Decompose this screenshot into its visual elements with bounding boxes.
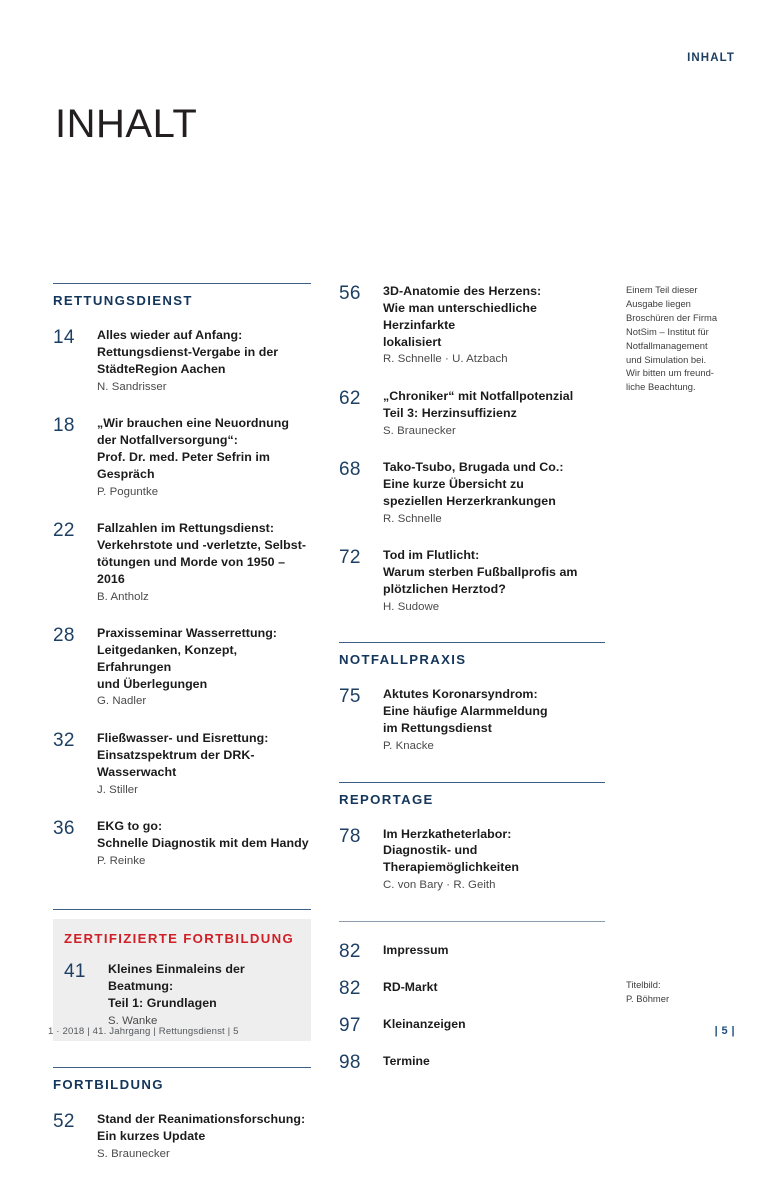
section-heading: REPORTAGE — [339, 791, 434, 807]
entry-title-line: speziellen Herzerkrankungen — [383, 493, 556, 508]
entry-author: S. Braunecker — [97, 1148, 170, 1161]
entry-title-line: StädteRegion Aachen — [97, 361, 226, 376]
toc-entry[interactable] — [53, 1111, 311, 1162]
entry-body — [97, 520, 311, 605]
entry-title-line: Diagnostik- und Therapiemöglichkeiten — [383, 843, 520, 875]
entry-body — [383, 979, 605, 996]
entry-body — [97, 818, 311, 869]
entry-title-line: 3D-Anatomie des Herzens: — [383, 284, 542, 298]
toc-entry[interactable] — [339, 978, 605, 998]
section-rettungsdienst — [53, 283, 311, 869]
toc-entry[interactable] — [53, 520, 311, 605]
entry-author: S. Wanke — [108, 1014, 158, 1027]
entry-body — [383, 1053, 605, 1070]
section-zertifizierte-fortbildung — [53, 909, 311, 1041]
entry-author: S. Braunecker — [383, 424, 456, 437]
entry-title-line: plötzlichen Herztod? — [383, 582, 506, 597]
spacer — [339, 914, 605, 921]
entry-page-number: 82 — [339, 940, 361, 962]
entry-page-number: 68 — [339, 459, 361, 481]
entry-title-line: Impressum — [383, 943, 449, 958]
toc-column-2 — [339, 283, 605, 1089]
insert-note-line: und Simulation bei. — [626, 353, 707, 365]
entry-author: C. von Bary · R. Geith — [383, 879, 496, 892]
insert-note-line: Broschüren der Firma — [626, 311, 718, 323]
entry-body — [383, 1016, 605, 1033]
toc-column-1 — [53, 283, 311, 1183]
toc-entry[interactable] — [339, 388, 605, 439]
entry-title-line: Schnelle Diagnostik mit dem Handy — [97, 835, 309, 850]
entry-title-line: Ein kurzes Update — [97, 1129, 206, 1144]
entry-page-number: 97 — [339, 1014, 361, 1036]
section-notfallpraxis — [339, 642, 605, 754]
entry-title-line: Leitgedanken, Konzept, Erfahrungen — [97, 642, 238, 674]
insert-note — [626, 283, 738, 394]
entry-body — [97, 625, 311, 710]
entry-title-line: Rettungsdienst-Vergabe in der — [97, 344, 279, 359]
entry-title-line: Stand der Reanimationsforschung: — [97, 1112, 306, 1127]
insert-note-line: Einem Teil dieser — [626, 284, 698, 295]
toc-entry[interactable] — [53, 730, 311, 798]
entry-author: R. Schnelle · U. Atzbach — [383, 353, 508, 366]
entry-body — [383, 388, 605, 439]
entry-page-number: 36 — [53, 818, 75, 840]
entry-title-line: Termine — [383, 1054, 430, 1069]
entry-page-number: 41 — [64, 961, 86, 983]
entry-title-line: Prof. Dr. med. Peter Sefrin im Gespräch — [97, 449, 270, 481]
toc-entry[interactable] — [339, 1015, 605, 1035]
entry-title-line: Eine häufige Alarmmeldung — [383, 704, 548, 719]
spacer — [339, 635, 605, 642]
section-heading: FORTBILDUNG — [53, 1077, 164, 1093]
section-rule — [53, 909, 311, 910]
insert-note-line: Ausgabe liegen — [626, 297, 691, 309]
section-rule — [339, 921, 605, 922]
section-heading: NOTFALLPRAXIS — [339, 652, 467, 668]
entry-author: P. Knacke — [383, 740, 434, 753]
insert-note-line: NotSim – Institut für — [626, 325, 709, 337]
entry-author: B. Antholz — [97, 590, 149, 603]
entry-author: H. Sudowe — [383, 600, 440, 613]
entry-title-line: Aktutes Koronarsyndrom: — [383, 687, 538, 702]
entry-page-number: 52 — [53, 1111, 75, 1133]
toc-entry[interactable] — [339, 941, 605, 961]
spacer — [339, 775, 605, 782]
entry-body — [383, 547, 605, 615]
section-fortbildung — [53, 1067, 311, 1162]
toc-entry[interactable] — [53, 625, 311, 710]
entry-body — [97, 730, 311, 798]
section-rule — [339, 782, 605, 783]
entry-page-number: 98 — [339, 1051, 361, 1073]
entry-title-line: Praxisseminar Wasserrettung: — [97, 626, 277, 641]
section-heading: RETTUNGSDIENST — [53, 293, 193, 308]
entry-title-line: Im Herzkatheterlabor: — [383, 826, 512, 841]
entry-page-number: 18 — [53, 415, 75, 437]
entry-title-line: Eine kurze Übersicht zu — [383, 477, 524, 492]
entry-body — [97, 327, 311, 395]
entry-author: P. Reinke — [97, 854, 146, 867]
entry-title-line: im Rettungsdienst — [383, 721, 492, 736]
footer-issue-info: 1 · 2018 | 41. Jahrgang | Rettungsdienst | 5 — [48, 1026, 239, 1037]
page-title: INHALT — [55, 102, 198, 146]
entry-body — [383, 459, 605, 527]
entry-page-number: 72 — [339, 547, 361, 569]
entry-page-number: 78 — [339, 825, 361, 847]
entry-page-number: 62 — [339, 387, 361, 409]
entry-title-line: Kleines Einmaleins der Beatmung: — [108, 962, 245, 994]
entry-page-number: 14 — [53, 327, 75, 348]
running-head: INHALT — [687, 52, 735, 64]
cover-credit-line: Titelbild: — [626, 979, 661, 990]
entry-title-line: „Wir brauchen eine Neuordnung — [97, 416, 290, 431]
toc-entry[interactable] — [339, 826, 605, 894]
entry-title-line: Kleinanzeigen — [383, 1017, 466, 1032]
toc-entry[interactable] — [53, 818, 311, 869]
entry-author: G. Nadler — [97, 695, 147, 708]
entry-body — [108, 961, 299, 1029]
entry-title-line: RD-Markt — [383, 980, 438, 995]
section-rule — [53, 283, 311, 284]
insert-note-line: liche Beachtung. — [626, 381, 696, 393]
entry-body — [383, 283, 605, 368]
entry-body — [97, 415, 311, 500]
entry-author: J. Stiller — [97, 783, 139, 796]
entry-title-line: Tod im Flutlicht: — [383, 548, 480, 563]
toc-entry[interactable] — [53, 327, 311, 395]
entry-body — [383, 942, 605, 959]
entry-title-line: lokalisiert — [383, 334, 442, 349]
footer-page-number: | 5 | — [714, 1025, 735, 1037]
entry-title-line: EKG to go: — [97, 819, 163, 834]
toc-entry[interactable] — [339, 459, 605, 527]
toc-entry[interactable] — [339, 686, 605, 754]
entry-title-line: Fließwasser- und Eisrettung: — [97, 731, 269, 746]
section-reportage — [339, 782, 605, 894]
entry-author: R. Schnelle — [383, 512, 442, 525]
entry-title-line: der Notfallversorgung“: — [97, 432, 238, 447]
entry-page-number: 75 — [339, 686, 361, 708]
spacer — [53, 889, 311, 909]
entry-title-line: Wie man unterschiedliche Herzinfarkte — [383, 300, 537, 332]
entry-author: P. Poguntke — [97, 485, 159, 498]
entry-page-number: 28 — [53, 625, 75, 647]
insert-note-line: Notfallmanagement — [626, 339, 708, 351]
entry-author: N. Sandrisser — [97, 380, 167, 393]
entry-body — [97, 1111, 311, 1162]
entry-title-line: „Chroniker“ mit Notfallpotenzial — [383, 388, 574, 403]
entry-title-line: Warum sterben Fußballprofis am — [383, 565, 578, 580]
entry-body — [383, 686, 605, 754]
section-heading: ZERTIFIZIERTE FORTBILDUNG — [64, 931, 295, 947]
entry-title-line: Verkehrstote und -verletzte, Selbst- — [97, 537, 307, 552]
entry-title-line: und Überlegungen — [97, 676, 208, 691]
entry-page-number: 56 — [339, 283, 361, 304]
insert-note-line: Wir bitten um freund- — [626, 367, 714, 379]
section-rule — [339, 642, 605, 643]
cover-credit-note — [626, 978, 746, 1006]
entry-page-number: 32 — [53, 730, 75, 752]
toc-column-3 — [626, 283, 738, 394]
toc-entry[interactable] — [339, 283, 605, 368]
entry-title-line: Einsatzspektrum der DRK-Wasserwacht — [97, 747, 255, 779]
entry-title-line: Teil 3: Herzinsuffizienz — [383, 405, 517, 420]
entry-title-line: Fallzahlen im Rettungsdienst: — [97, 521, 274, 536]
section-back-matter — [339, 921, 605, 1072]
entry-title-line: Alles wieder auf Anfang: — [97, 328, 243, 342]
toc-entry[interactable] — [64, 961, 299, 1029]
highlighted-box — [53, 919, 311, 1041]
entry-title-line: Teil 1: Grundlagen — [108, 996, 217, 1011]
entry-title-line: Tako-Tsubo, Brugada und Co.: — [383, 460, 564, 475]
entry-title-line: tötungen und Morde von 1950 – 2016 — [97, 554, 286, 586]
cover-credit-line: P. Böhmer — [626, 992, 670, 1004]
entry-page-number: 82 — [339, 977, 361, 999]
toc-entry[interactable] — [339, 1052, 605, 1072]
entry-body — [383, 826, 605, 894]
toc-entry[interactable] — [53, 415, 311, 500]
toc-entry[interactable] — [339, 547, 605, 615]
section-rule — [53, 1067, 311, 1068]
entry-page-number: 22 — [53, 520, 75, 542]
